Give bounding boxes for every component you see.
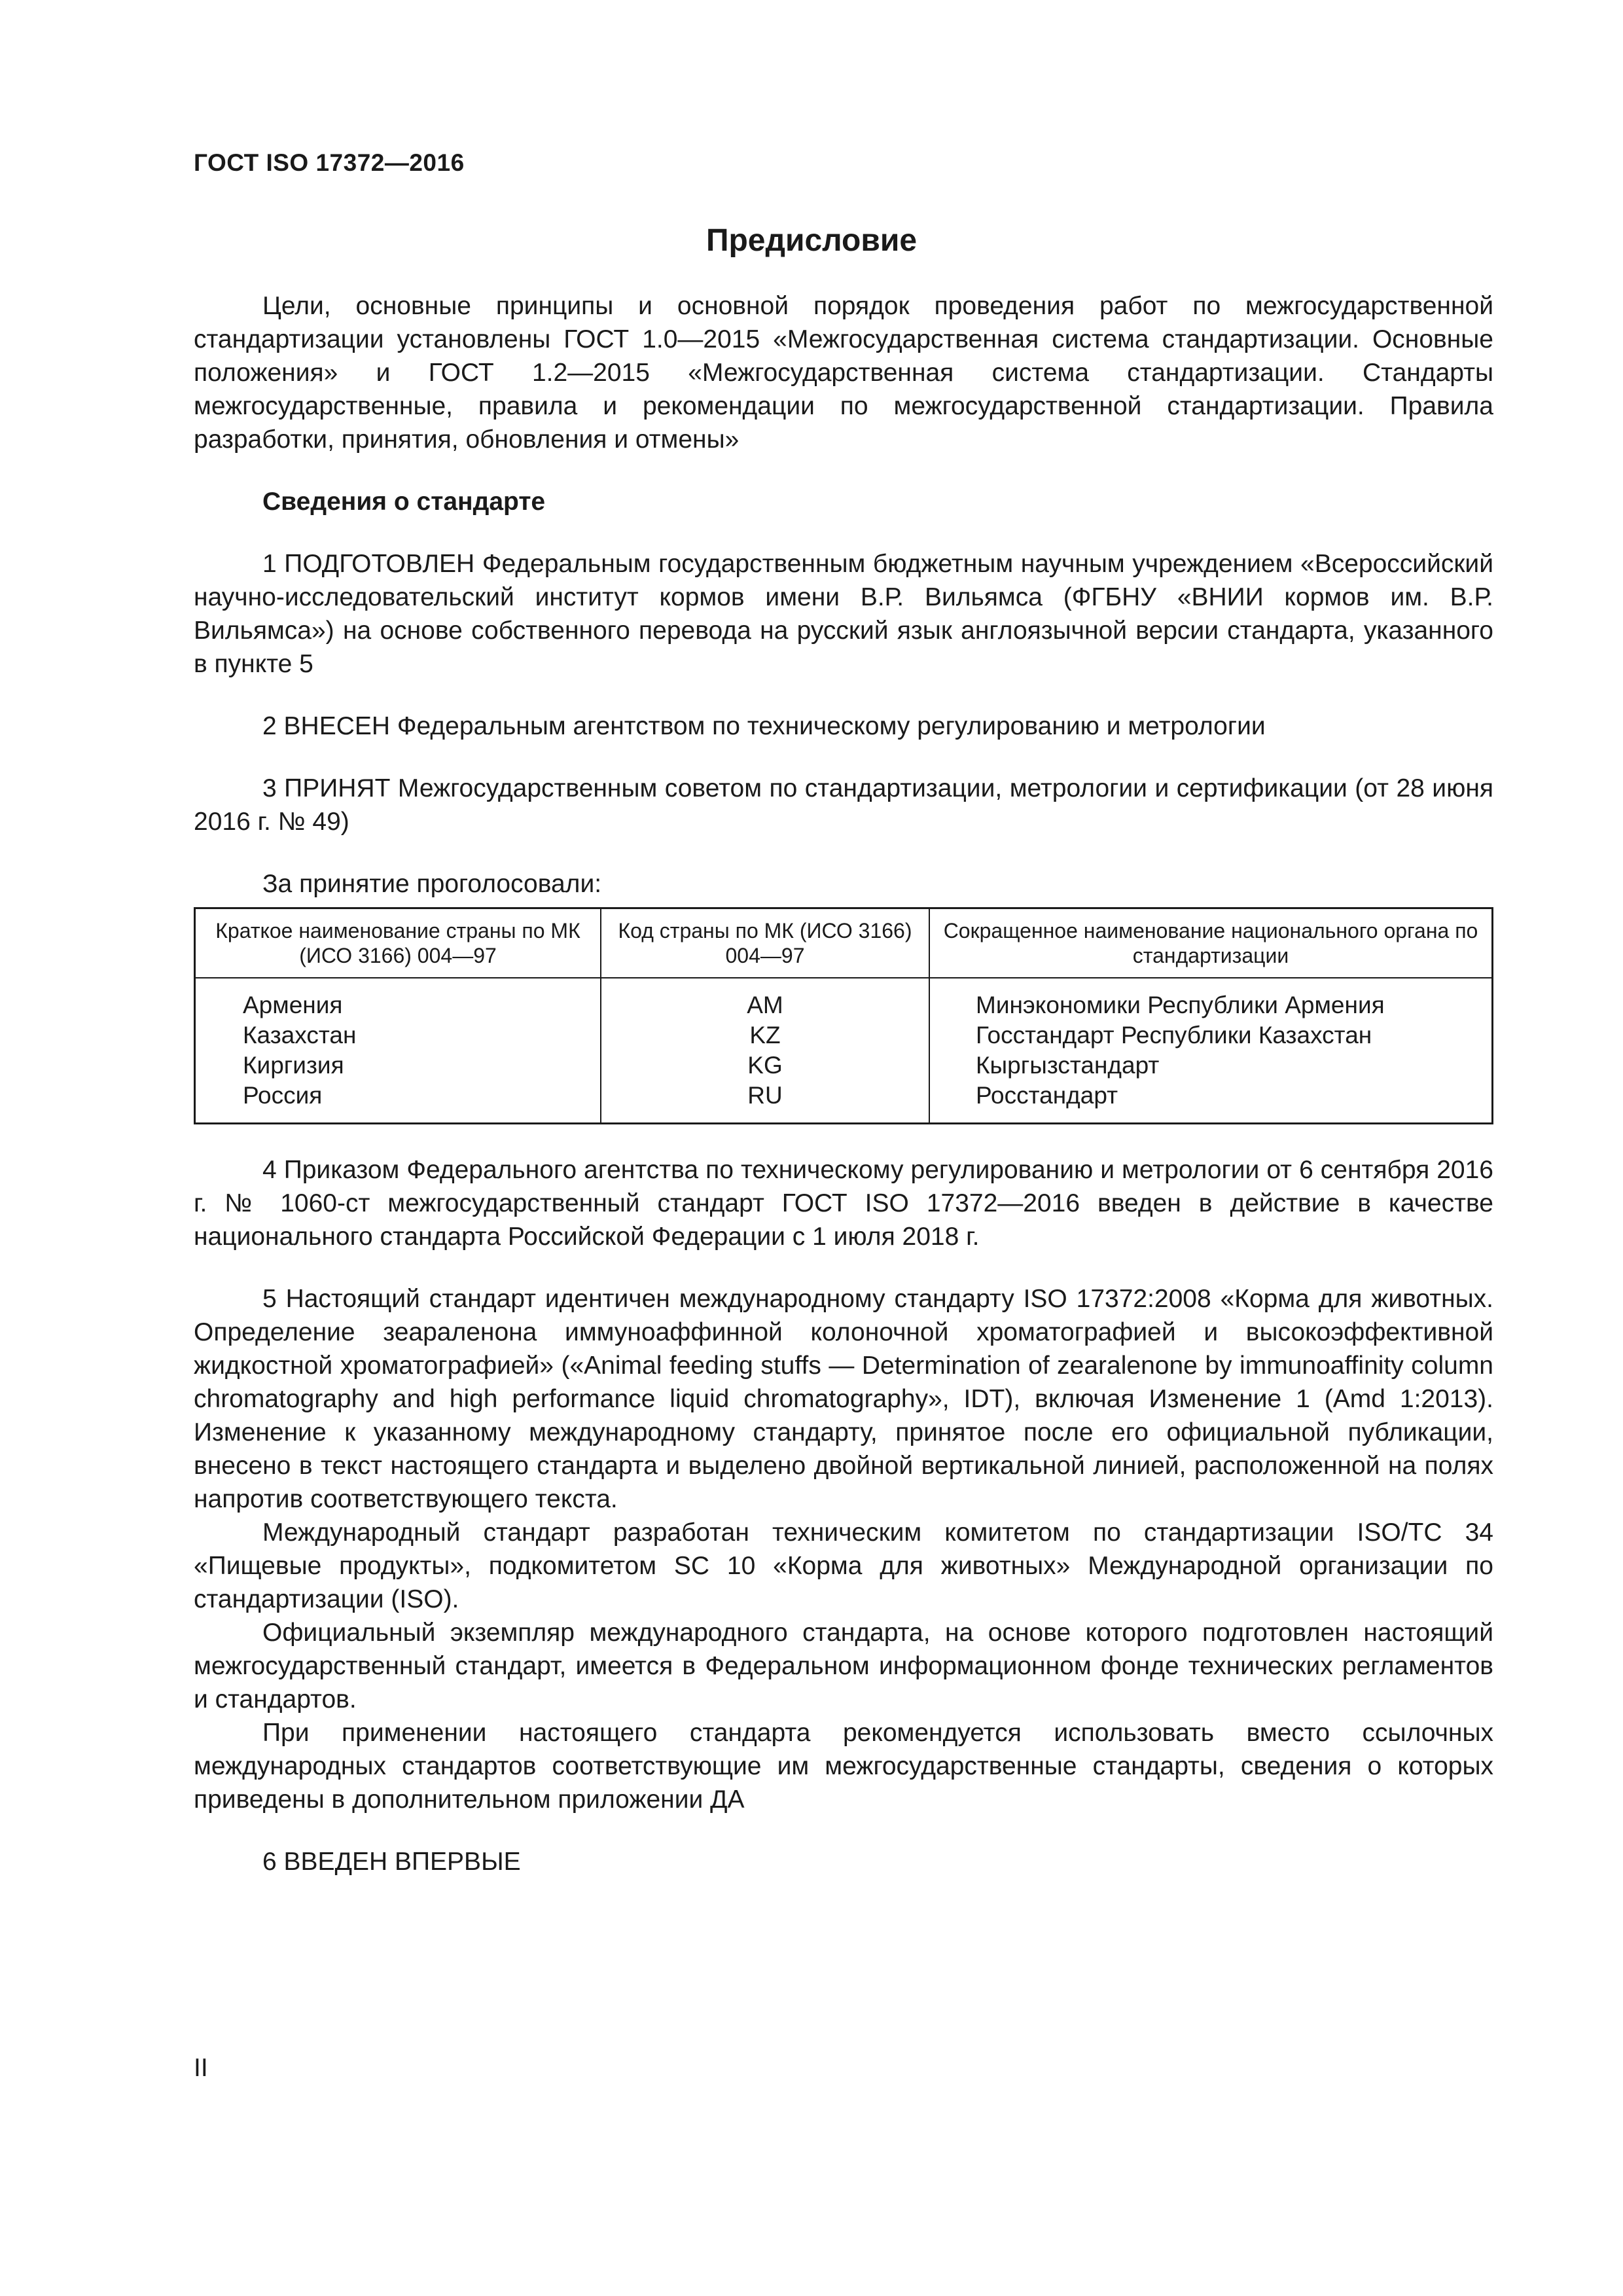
- document-code: ГОСТ ISO 17372—2016: [194, 149, 465, 176]
- page-title: Предисловие: [705, 223, 918, 258]
- country-name: Россия: [195, 1081, 601, 1124]
- table-header-row: [195, 908, 1493, 978]
- table-header-code: Код страны по МК (ИСО 3166) 004—97: [601, 908, 929, 978]
- item-1-paragraph: 1 ПОДГОТОВЛЕН Федеральным государственным бюджетным научным учреждением «Всероссийский научно-исследовательский институт кормов имени В.Р. Вильямса (ФГБНУ «ВНИИ кормов им. В.Р. Вильямса») на основе собственного перевода на русский язык англоязычной версии стандарта, указанного в пункте 5: [194, 550, 1493, 678]
- country-code: KG: [601, 1050, 929, 1081]
- intro-paragraph: Цели, основные принципы и основной порядок проведения работ по межгосударственной стандартизации установлены ГОСТ 1.0—2015 «Межгосударственная система стандартизации. Основные положения» и ГОСТ 1.2—2015 «Межгосударственная система стандартизации. Стандарты межгосударственные, правила и рекомендации по межгосударственной стандартизации. Правила разработки, принятия, обновления и отмены»: [194, 292, 1493, 454]
- national-body: Росстандарт: [976, 1082, 1118, 1109]
- item-4-paragraph: 4 Приказом Федерального агентства по техническому регулированию и метрологии от 6 сентября 2016 г. № 1060-ст межгосударственный стандарт ГОСТ ISO 17372—2016 введен в действие в качестве национального стандарта Российской Федерации с 1 июля 2018 г.: [194, 1156, 1493, 1251]
- table-row: [195, 1020, 1493, 1050]
- country-code: AM: [601, 978, 929, 1020]
- country-name: Армения: [195, 978, 601, 1020]
- item-5-paragraph: 5 Настоящий стандарт идентичен международному стандарту ISO 17372:2008 «Корма для животных. Определение зеараленона иммуноаффинной колоночной хроматографией и высокоэффективной жидкостной хроматографией» («Animal feeding stuffs — Determination of zearalenone by immunoaffinity column chromatography and high performance liquid chromatography», IDT), включая Изменение 1 (Amd 1:2013). Изменение к указанному международному стандарту, принятое после его официальной публикации, внесено в текст настоящего стандарта и выделено двойной вертикальной линией, расположенной на полях напротив соответствующего текста.: [194, 1285, 1493, 1513]
- national-body: Кыргызстандарт: [976, 1052, 1160, 1079]
- table-header-body: Сокращенное наименование национального органа по стандартизации: [929, 908, 1493, 978]
- page-number: II: [194, 2054, 208, 2082]
- item-5-usage-paragraph: При применении настоящего стандарта рекомендуется использовать вместо ссылочных международных стандартов соответствующие им межгосударственные стандарты, сведения о которых приведены в дополнительном приложении ДА: [194, 1719, 1493, 1814]
- table-row: [195, 1050, 1493, 1081]
- country-code: KZ: [601, 1020, 929, 1050]
- item-2-paragraph: 2 ВНЕСЕН Федеральным агентством по техническому регулированию и метрологии: [262, 712, 1266, 740]
- table-row: [195, 978, 1493, 1020]
- item-6-paragraph: 6 ВВЕДЕН ВПЕРВЫЕ: [262, 1848, 521, 1876]
- country-name: Казахстан: [195, 1020, 601, 1050]
- national-body: Госстандарт Республики Казахстан: [976, 1022, 1372, 1049]
- national-body: Минэкономики Республики Армения: [976, 992, 1385, 1018]
- document-body: [194, 289, 1493, 1878]
- vote-intro: За принятие проголосовали:: [262, 870, 602, 898]
- item-5-tc-paragraph: Международный стандарт разработан техническим комитетом по стандартизации ISO/TC 34 «Пищевые продукты», подкомитетом SC 10 «Корма для животных» Международной организации по стандартизации (ISO).: [194, 1518, 1493, 1613]
- item-3-paragraph: 3 ПРИНЯТ Межгосударственным советом по стандартизации, метрологии и сертификации (от 28 июня 2016 г. № 49): [194, 774, 1493, 836]
- item-5-copy-paragraph: Официальный экземпляр международного стандарта, на основе которого подготовлен настоящий межгосударственный стандарт, имеется в Федеральном информационном фонде технических регламентов и стандартов.: [194, 1619, 1493, 1713]
- table-header-country: Краткое наименование страны по МК (ИСО 3166) 004—97: [195, 908, 601, 978]
- country-code: RU: [601, 1081, 929, 1124]
- country-name: Киргизия: [195, 1050, 601, 1081]
- vote-table: [194, 907, 1493, 1124]
- table-row: [195, 1081, 1493, 1124]
- section-heading: Сведения о стандарте: [262, 488, 546, 516]
